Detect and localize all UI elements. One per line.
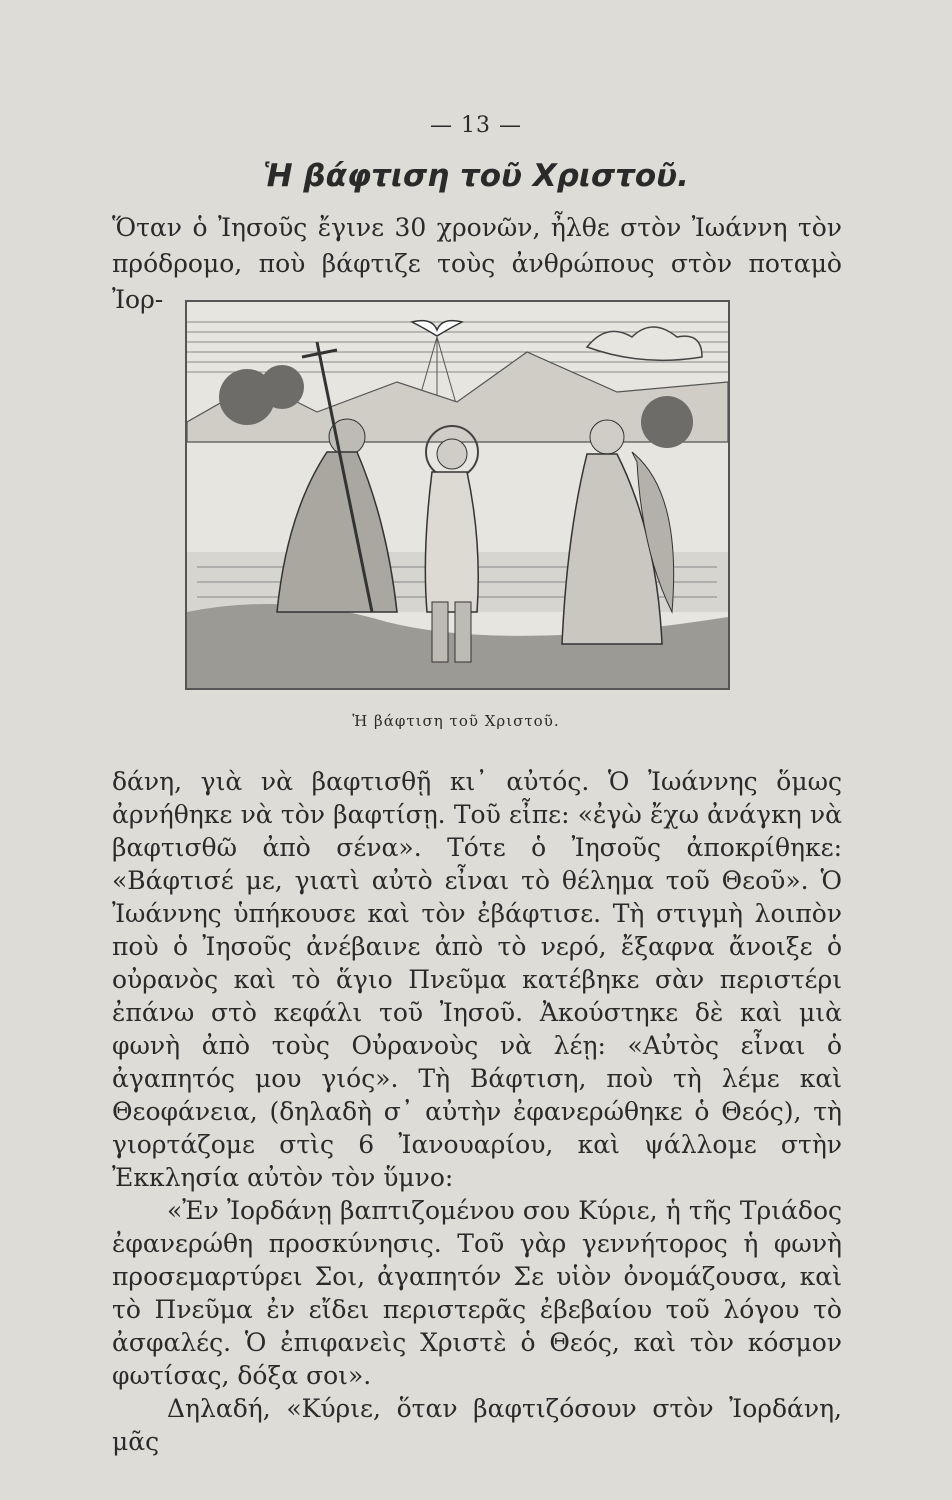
illustration-caption: Ἡ βάφτιση τοῦ Χριστοῦ. bbox=[352, 712, 560, 730]
paragraph: Δηλαδή, «Κύριε, ὅταν βαφτιζόσουν στὸν Ἰορδάνη, μᾶς bbox=[112, 1394, 842, 1456]
angel-figure bbox=[562, 420, 674, 644]
dove-icon bbox=[412, 321, 462, 336]
baptism-engraving bbox=[185, 300, 730, 690]
intro-paragraph: Ὅταν ὁ Ἰησοῦς ἔγινε 30 χρονῶν, ἦλθε στὸν Ἰωάννη τὸν πρόδρομο, ποὺ βάφτιζε τοὺς ἀνθρώπους στὸν ποταμὸ Ἰορ- bbox=[112, 213, 842, 314]
engraving-image bbox=[187, 302, 728, 688]
page-number: — 13 — bbox=[430, 113, 522, 138]
body-text bbox=[112, 765, 842, 1458]
hymn-paragraph: «Ἐν Ἰορδάνῃ βαπτιζομένου σου Κύριε, ἡ τῆς Τριάδος ἐφανερώθη προσκύνησις. Τοῦ γὰρ γεννήτορος ἡ φωνὴ προσεμαρτύρει Σοι, ἀγαπητόν Σε υἱὸν ὀνομάζουσα, καὶ τὸ Πνεῦμα ἐν εἴδει περιστερᾶς ἐβεβαίου τοῦ λόγου τὸ ἀσφαλές. Ὁ ἐπιφανεὶς Χριστὲ ὁ Θεός, καὶ τὸν κόσμον φωτίσας, δόξα σοι». bbox=[112, 1196, 842, 1390]
chapter-title: Ἡ βάφτιση τοῦ Χριστοῦ. bbox=[263, 158, 689, 194]
paragraph: δάνη, γιὰ νὰ βαφτισθῇ κι᾿ αὐτός. Ὁ Ἰωάννης ὅμως ἀρνήθηκε νὰ τὸν βαφτίσῃ. Τοῦ εἶπε: «ἐγὼ ἔχω ἀνάγκη νὰ βαφτισθῶ ἀπὸ σένα». Τότε ὁ Ἰησοῦς ἀποκρίθηκε: «Βάφτισέ με, γιατὶ αὐτὸ εἶναι τὸ θέλημα τοῦ Θεοῦ». Ὁ Ἰωάννης ὑπήκουσε καὶ τὸν ἐβάφτισε. Τὴ στιγμὴ λοιπὸν ποὺ ὁ Ἰησοῦς ἀνέβαινε ἀπὸ τὸ νερό, ἔξαφνα ἄνοιξε ὁ οὐρανὸς καὶ τὸ ἅγιο Πνεῦμα κατέβηκε σὰν περιστέρι ἐπάνω στὸ κεφάλι τοῦ Ἰησοῦ. Ἀκούστηκε δὲ καὶ μιὰ φωνὴ ἀπὸ τοὺς Οὐρανοὺς νὰ λέῃ: «Αὐτὸς εἶναι ὁ ἀγαπητός μου γιός». Τὴ Βάφτιση, ποὺ τὴ λέμε καὶ Θεοφάνεια, (δηλαδὴ σ᾿ αὐτὴν ἐφανερώθηκε ὁ Θεός), τὴ γιορτάζομε στὶς 6 Ἰανουαρίου, καὶ ψάλλομε στὴν Ἐκκλησία αὐτὸν τὸν ὕμνο: bbox=[112, 767, 842, 1192]
christ-figure bbox=[425, 426, 478, 662]
